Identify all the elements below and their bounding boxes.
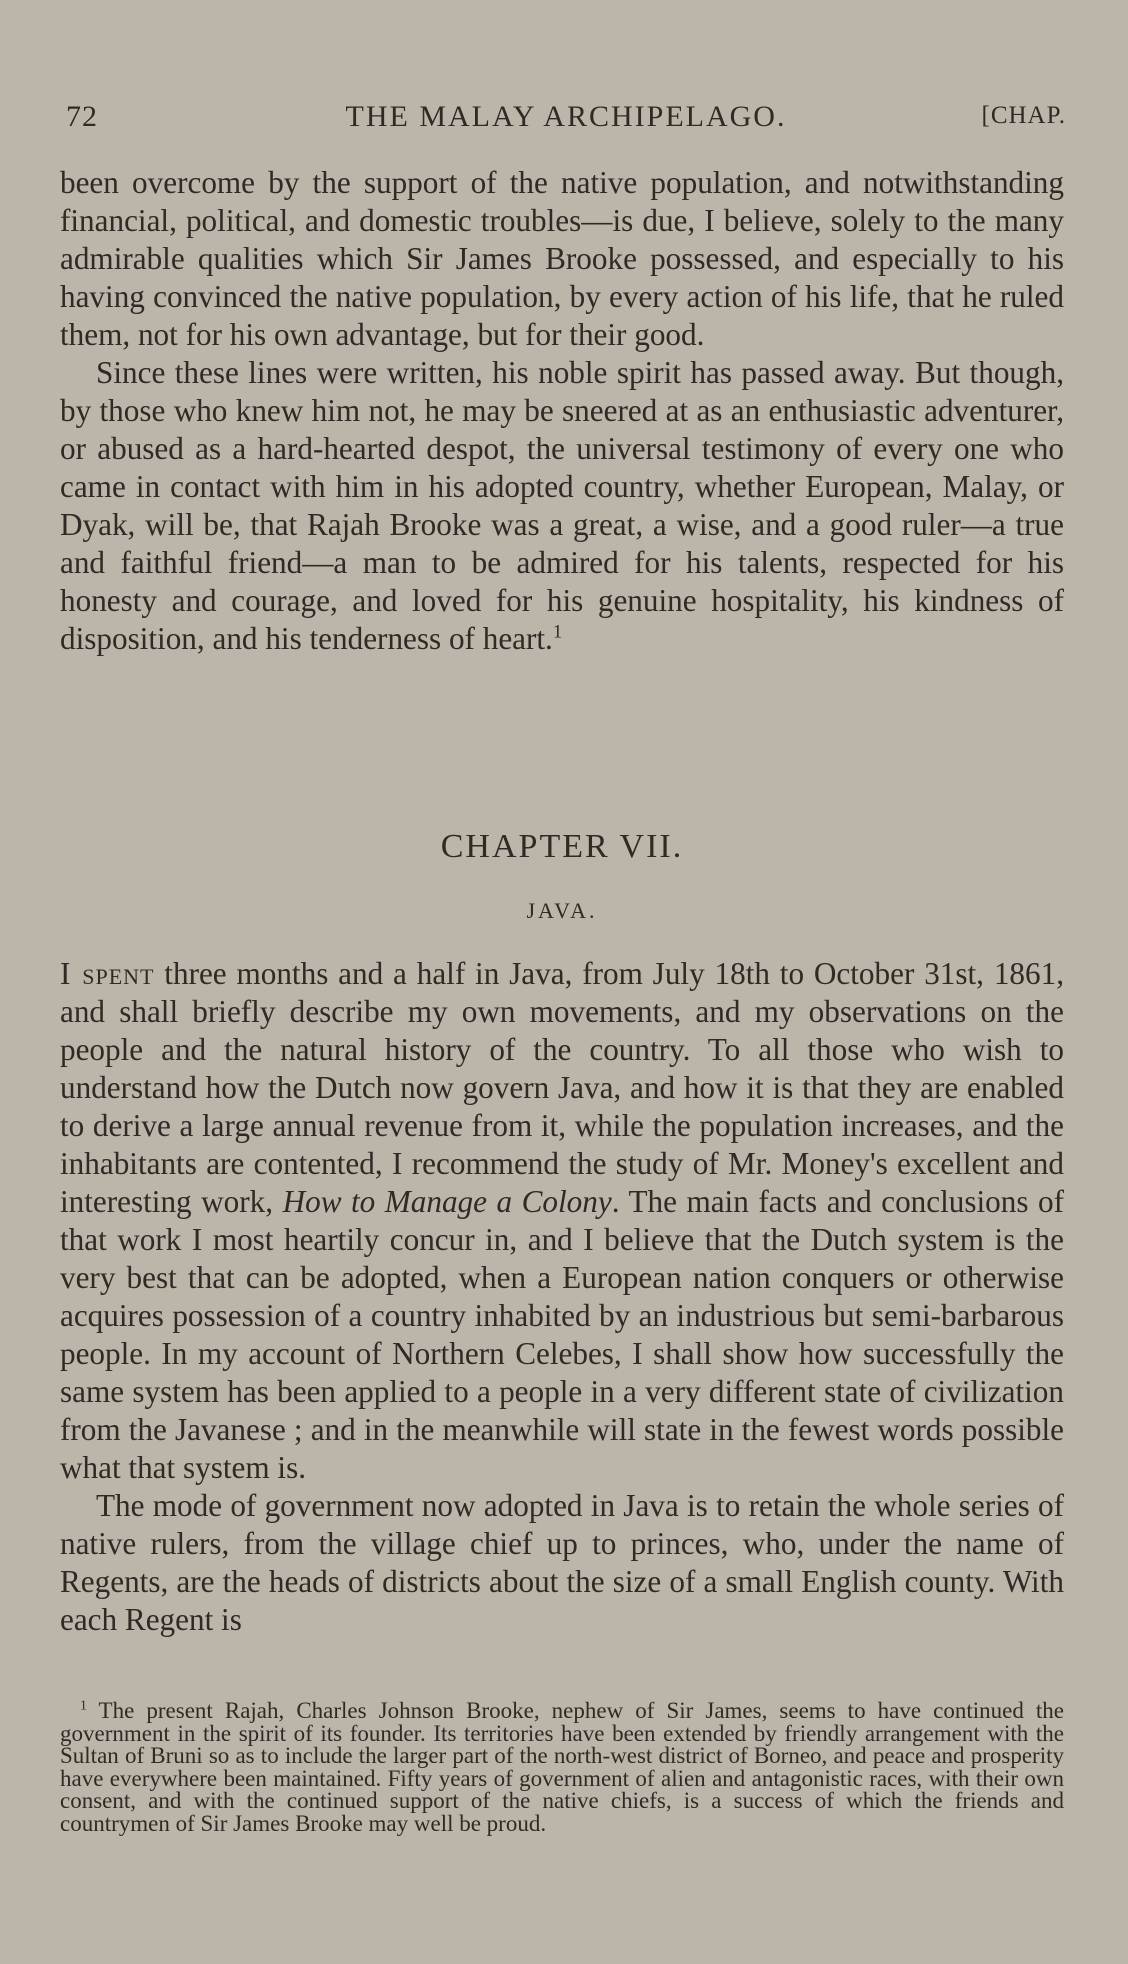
footnote-text: The present Rajah, Charles Johnson Brooke, nephew of Sir James, seems to have continued the government in the spirit of its founder. Its territories have been extended by friendly arrangement with the Sultan of Bruni so as to include the larger part of the north-west district of Borneo, and peace and prosperity have everywhere been maintained. Fifty years of government of alien and antagonistic races, with their own consent, and with the continued support of the native chiefs, is a success of which the friends and countrymen of Sir James Brooke may well be proud. bbox=[60, 1698, 1064, 1836]
chapter-heading: CHAPTER VII. bbox=[440, 828, 684, 865]
footnote-reference: 1 bbox=[552, 621, 563, 643]
paragraph-text: . The main facts and conclusions of that work I most heartily concur in, and I believe that the Dutch system is the very best that can be adopted, when a European nation conquers or otherwise acquires possession of a country inhabited by an industrious but semi-barbarous people. In my account of Northern Celebes, I shall show how successfully the same system has been applied to a people in a very different state of civilization from the Javanese ; and in the meanwhile will state in the fewest words possible what that system is. bbox=[60, 1184, 1065, 1485]
opening-words: I spent bbox=[60, 956, 155, 991]
paragraph bbox=[60, 354, 1064, 658]
paragraph bbox=[60, 1487, 1064, 1639]
running-head bbox=[66, 100, 1066, 140]
chapter-subheading: JAVA. bbox=[526, 898, 598, 923]
continued-text bbox=[60, 164, 1064, 658]
footnote-mark: 1 bbox=[80, 1697, 87, 1713]
book-title: THE MALAY ARCHIPELAGO. bbox=[345, 100, 787, 133]
paragraph-text: Since these lines were written, his noble spirit has passed away. But though, by those who knew him not, he may be sneered at as an enthusiastic adventurer, or abused as a hard-hearted despot, the universal testimony of every one who came in contact with him in his adopted country, whether European, Malay, or Dyak, will be, that Rajah Brooke was a great, a wise, and a good ruler—a true and faithful friend—a man to be admired for his talents, respected for his honesty and courage, and loved for his genuine hospitality, his kindness of disposition, and his tenderness of heart. bbox=[60, 355, 1064, 656]
book-reference: How to Manage a Colony bbox=[282, 1184, 612, 1219]
footnote bbox=[60, 1697, 1064, 1836]
chapter-marker: [CHAP. bbox=[981, 102, 1066, 129]
paragraph-text: The mode of government now adopted in Java is to retain the whole series of native rulers, from the village chief up to princes, who, under the name of Regents, are the heads of districts about the size of a small English county. With each Regent is bbox=[60, 1488, 1064, 1637]
paragraph-text: three months and a half in Java, from July 18th to October 31st, 1861, and shall briefly describe my own movements, and my observations on the people and the natural history of the country. To all those who wish to understand how the Dutch now govern Java, and how it is that they are enabled to derive a large annual revenue from it, while the population increases, and the inhabitants are contented, I recommend the study of Mr. Money's excellent and interesting work, bbox=[60, 956, 1064, 1219]
paragraph bbox=[60, 164, 1064, 354]
footnote-paragraph bbox=[60, 1697, 1064, 1836]
paragraph bbox=[60, 955, 1064, 1487]
paragraph-text: been overcome by the support of the native population, and notwithstanding financial, political, and domestic troubles—is due, I believe, solely to the many admirable qualities which Sir James Brooke possessed, and especially to his having convinced the native population, by every action of his life, that he ruled them, not for his own advantage, but for their good. bbox=[60, 165, 1064, 352]
page-number: 72 bbox=[66, 100, 98, 133]
chapter-text bbox=[60, 955, 1064, 1639]
